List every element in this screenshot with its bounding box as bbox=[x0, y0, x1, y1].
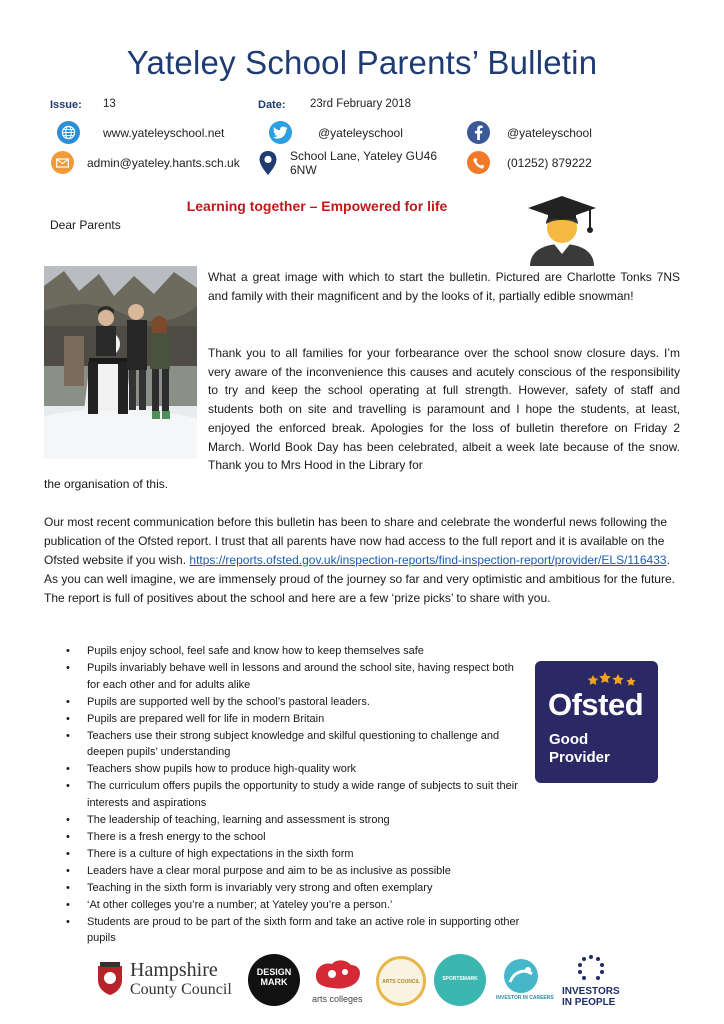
prize-picks-list bbox=[66, 643, 526, 947]
list-item: • Students are proud to be part of the sixth form and take an active role in supporting other pupils bbox=[66, 914, 526, 948]
address-line-2: 6NW bbox=[290, 163, 317, 177]
list-item: • Teachers show pupils how to produce high-quality work bbox=[66, 761, 526, 778]
school-motto: Learning together – Empowered for life bbox=[186, 198, 448, 214]
twitter-icon bbox=[269, 121, 292, 144]
list-item: • ‘At other colleges you’re a number; at Yateley you’re a person.’ bbox=[66, 897, 526, 914]
investors-in-people-wreath-icon bbox=[576, 954, 606, 984]
ofsted-text-after: . As you can well imagine, we are immensely proud of the journey so far and very optimistic and ambitious for the future. The report is full of positives about the school and here are a few ‘prize picks’ to share with you. bbox=[44, 553, 675, 605]
greeting: Dear Parents bbox=[50, 218, 121, 232]
issue-label: Issue: bbox=[50, 99, 82, 111]
design-mark-line-2: MARK bbox=[260, 977, 288, 987]
ofsted-text-before: Our most recent communication before this bulletin has been to share and celebrate the wonderful news following the publication of the Ofsted report. I trust that all parents have now had access to the full report and it is available on the Ofsted website if you wish. bbox=[44, 515, 668, 567]
list-item: • The curriculum offers pupils the opportunity to study a wide range of subjects to suit their interests and aspirations bbox=[66, 778, 526, 812]
bulletin-title: Yateley School Parents’ Bulletin bbox=[126, 44, 598, 81]
issue-value: 13 bbox=[103, 98, 116, 110]
email-icon bbox=[51, 151, 74, 174]
ofsted-good-provider-badge bbox=[535, 661, 658, 783]
facebook-handle[interactable]: @yateleyschool bbox=[507, 126, 592, 140]
investors-in-people-text bbox=[562, 986, 620, 1008]
arts-council-logo: ARTS COUNCIL bbox=[376, 956, 426, 1006]
list-item: • The leadership of teaching, learning and assessment is strong bbox=[66, 812, 526, 829]
investor-in-careers-icon bbox=[498, 958, 544, 994]
location-pin-icon bbox=[258, 150, 278, 176]
snow-closure-paragraph: Thank you to all families for your forbearance over the school snow closure days. I’m very aware of the inconvenience this causes and acutely conscious of the responsibility to try and keep the school operating at full strength. However, safety of staff and students both on site and travelling is paramount and I hope the students, at least, enjoyed the enforced break. Apologies for the loss of bulletin therefore on Friday 2 March. World Book Day has been celebrated, albeit a week late because of the snow. Thank you to Mrs Hood in the Library for bbox=[208, 346, 680, 473]
list-item: • Teachers use their strong subject knowledge and skilful questioning to challenge and deepen pupils’ understanding bbox=[66, 728, 526, 762]
list-item: • Pupils invariably behave well in lessons and around the school site, having respect both for each other and for adults alike bbox=[66, 660, 526, 694]
ofsted-grade-line-2: Provider bbox=[549, 749, 610, 766]
iip-line-1: INVESTORS bbox=[562, 986, 620, 997]
hampshire-line-2: County Council bbox=[130, 981, 232, 998]
ofsted-logo-text: Ofsted bbox=[548, 687, 644, 722]
list-item: • Pupils are supported well by the school’s pastoral leaders. bbox=[66, 694, 526, 711]
list-item: • Teaching in the sixth form is invariably very strong and often exemplary bbox=[66, 880, 526, 897]
snow-closure-paragraph-end: the organisation of this. bbox=[44, 477, 169, 491]
facebook-icon bbox=[467, 121, 490, 144]
list-item: • Pupils enjoy school, feel safe and know how to keep themselves safe bbox=[66, 643, 526, 660]
globe-icon bbox=[57, 121, 80, 144]
arts-colleges-label: arts colleges bbox=[312, 994, 363, 1004]
ofsted-grade-line-1: Good bbox=[549, 731, 589, 748]
list-item: • There is a fresh energy to the school bbox=[66, 829, 526, 846]
phone-number[interactable]: (01252) 879222 bbox=[507, 156, 592, 170]
list-item: • Pupils are prepared well for life in modern Britain bbox=[66, 711, 526, 728]
design-mark-logo bbox=[248, 954, 300, 1006]
hampshire-logo-text bbox=[130, 960, 232, 1000]
address-line-1: School Lane, Yateley GU46 bbox=[290, 149, 437, 163]
hampshire-crest-icon bbox=[96, 962, 124, 996]
accreditation-logos bbox=[0, 948, 724, 1018]
ofsted-report-link[interactable]: https://reports.ofsted.gov.uk/inspection-reports/find-inspection-report/provider/ELS/116433 bbox=[189, 553, 667, 567]
phone-icon bbox=[467, 151, 490, 174]
sportsmark-logo: SPORTSMARK bbox=[434, 954, 486, 1006]
email-link[interactable]: admin@yateley.hants.sch.uk bbox=[87, 156, 240, 170]
school-address bbox=[290, 149, 437, 177]
ofsted-report-paragraph bbox=[44, 513, 680, 608]
ofsted-grade bbox=[549, 731, 610, 767]
date-label: Date: bbox=[258, 99, 286, 111]
design-mark-line-1: DESIGN bbox=[256, 967, 292, 977]
graduate-icon bbox=[526, 194, 598, 266]
arts-colleges-icon bbox=[312, 958, 362, 992]
list-item: • Leaders have a clear moral purpose and aim to be as inclusive as possible bbox=[66, 863, 526, 880]
snowman-family-photo bbox=[44, 266, 197, 459]
investor-in-careers-label: INVESTOR IN CAREERS bbox=[496, 995, 554, 1001]
iip-line-2: IN PEOPLE bbox=[562, 997, 616, 1008]
date-value: 23rd February 2018 bbox=[310, 98, 412, 110]
website-link[interactable]: www.yateleyschool.net bbox=[103, 126, 225, 140]
intro-paragraph: What a great image with which to start the bulletin. Pictured are Charlotte Tonks 7NS and family with their magnificent and by the looks of it, partially edible snowman! bbox=[208, 270, 680, 303]
hampshire-line-1: Hampshire bbox=[130, 959, 218, 981]
list-item: • There is a culture of high expectations in the sixth form bbox=[66, 846, 526, 863]
twitter-handle[interactable]: @yateleyschool bbox=[318, 126, 403, 140]
